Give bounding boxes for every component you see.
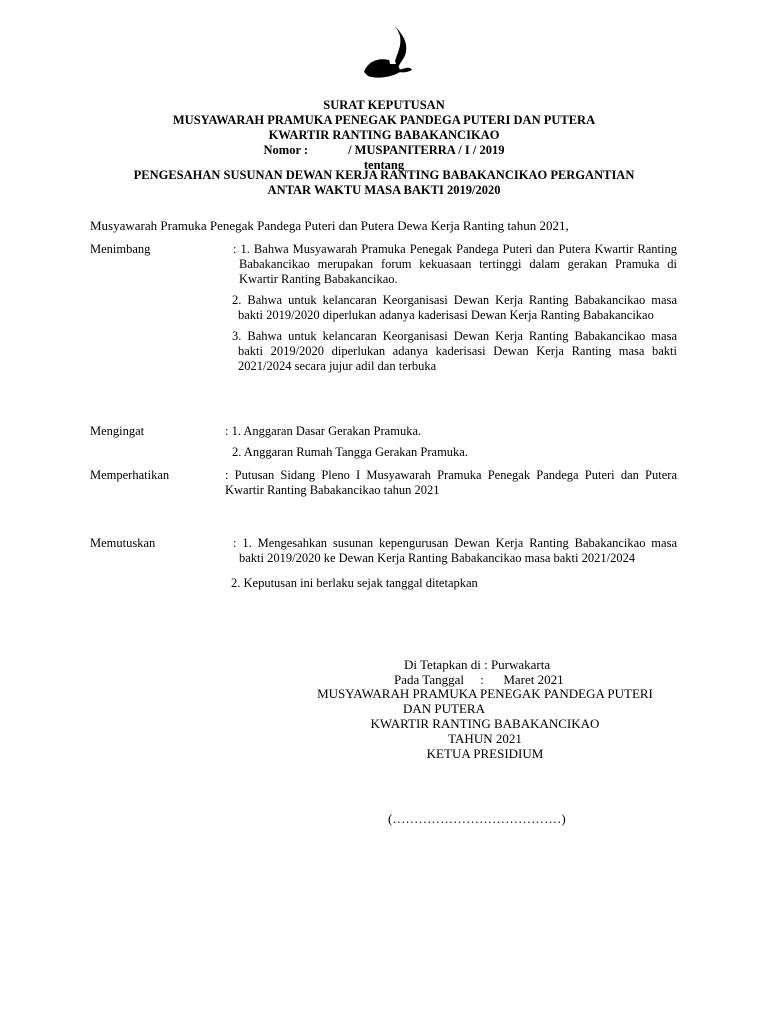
signature-year: TAHUN 2021 [448, 731, 522, 746]
subject-line-2: ANTAR WAKTU MASA BAKTI 2019/2020 [267, 183, 501, 197]
tunas-kelapa-logo-icon [360, 26, 414, 84]
mengingat-items [225, 424, 677, 460]
signature-org-line-3: KWARTIR RANTING BABAKANCIKAO [370, 716, 600, 731]
ditetapkan-text: Di Tetapkan di : Purwakarta [404, 657, 551, 672]
nomor-value: / MUSPANITERRA / I / 2019 [348, 143, 505, 157]
subject-line-1: PENGESAHAN SUSUNAN DEWAN KERJA RANTING BABAKANCIKAO PERGANTIAN [133, 168, 635, 182]
menimbang-item-1: : 1. Bahwa Musyawarah Pramuka Penegak Pandega Puteri dan Putera Kwartir Ranting Babakancikao merupakan forum kekuasaan tertinggi dalam gerakan Pramuka di Kwartir Ranting Babakancikao. [233, 242, 677, 286]
nomor-label: Nomor : [263, 143, 309, 157]
memperhatikan-text: : Putusan Sidang Pleno I Musyawarah Pramuka Penegak Pandega Puteri dan Putera Kwartir Ranting Babakancikao tahun 2021 [225, 468, 677, 497]
organization-line-2: KWARTIR RANTING BABAKANCIKAO [268, 128, 500, 142]
signature-position: KETUA PRESIDIUM [426, 746, 544, 761]
organization-line-1: MUSYAWARAH PRAMUKA PENEGAK PANDEGA PUTERI DAN PUTERA [172, 113, 596, 127]
signature-place-date [394, 657, 564, 687]
mengingat-item-2: 2. Anggaran Rumah Tangga Gerakan Pramuka. [232, 445, 468, 459]
intro-text: Musyawarah Pramuka Penegak Pandega Puteri dan Putera Dewa Kerja Ranting tahun 2021, [90, 218, 569, 233]
signature-org-line-2: DAN PUTERA [403, 701, 485, 716]
memperhatikan-label: Memperhatikan [90, 468, 170, 482]
memutuskan-label: Memutuskan [90, 536, 156, 550]
memutuskan-item-1: : 1. Mengesahkan susunan kepengurusan Dewan Kerja Ranting Babakancikao masa bakti 2019/2020 ke Dewan Kerja Ranting Babakancikao masa bakti 2021/2024 [233, 536, 677, 565]
menimbang-item-3: 3. Bahwa untuk kelancaran Keorganisasi Dewan Kerja Ranting Babakancikao masa bakti 2019/2020 diperlukan adanya kaderisasi Dewan Kerja Ranting masa bakti 2021/2024 secara jujur adil dan terbuka [232, 329, 677, 373]
tentang-label: tentang [363, 158, 405, 172]
mengingat-item-1: : 1. Anggaran Dasar Gerakan Pramuka. [225, 424, 422, 438]
signature-name-placeholder: (…………………………………) [388, 811, 566, 826]
menimbang-items [225, 242, 677, 374]
signature-org-line-1: MUSYAWARAH PRAMUKA PENEGAK PANDEGA PUTERI [317, 686, 653, 701]
memutuskan-items [225, 536, 677, 591]
signature-organization [300, 686, 670, 761]
mengingat-label: Mengingat [90, 424, 145, 438]
menimbang-label: Menimbang [90, 242, 151, 256]
memutuskan-item-2: 2. Keputusan ini berlaku sejak tanggal ditetapkan [231, 576, 478, 590]
letter-subject [0, 168, 768, 198]
letter-title: SURAT KEPUTUSAN [323, 98, 445, 112]
letter-header [0, 98, 768, 173]
menimbang-item-2: 2. Bahwa untuk kelancaran Keorganisasi Dewan Kerja Ranting Babakancikao masa bakti 2019/2020 diperlukan adanya kaderisasi Dewan Kerja Ranting Babakancikao [232, 293, 677, 322]
tanggal-text: Pada Tanggal : Maret 2021 [394, 672, 564, 687]
letter-number [0, 143, 768, 158]
